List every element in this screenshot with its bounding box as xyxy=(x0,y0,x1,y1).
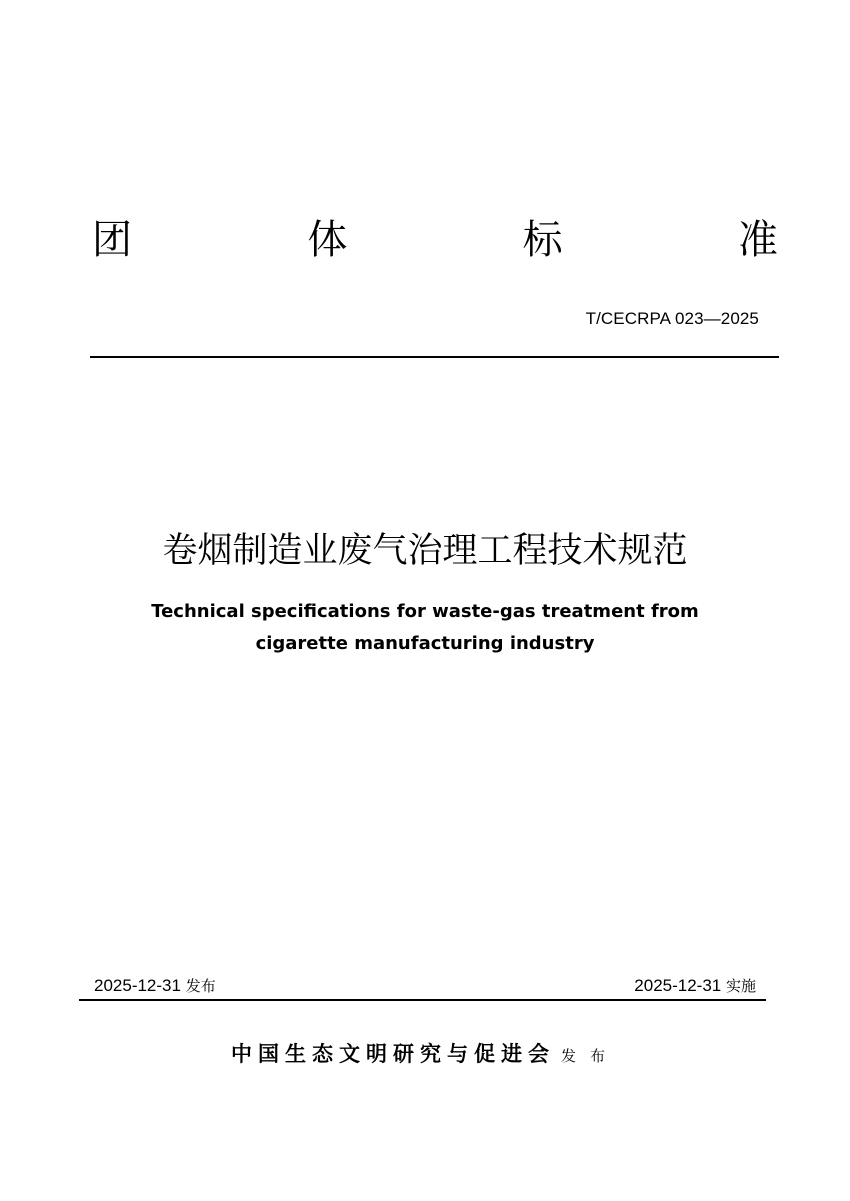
document-title-en-line-1: Technical specifications for waste-gas treatment from xyxy=(151,601,699,622)
issue-label: 发布 xyxy=(185,977,216,995)
standard-type-char-1: 团 xyxy=(92,217,132,263)
implement-label: 实施 xyxy=(725,977,756,995)
implement-date-block xyxy=(634,975,756,996)
standard-type-heading xyxy=(92,212,778,268)
bottom-divider xyxy=(79,999,766,1001)
document-title-en-line-2: cigarette manufacturing industry xyxy=(255,633,595,654)
publisher-line xyxy=(0,1038,850,1068)
implement-date: 2025-12-31 xyxy=(634,976,722,995)
publisher-label: 发布 xyxy=(560,1047,619,1065)
date-row xyxy=(94,975,756,996)
standard-type-char-4: 准 xyxy=(737,217,778,263)
document-title-en xyxy=(80,596,770,660)
standard-type-char-2: 体 xyxy=(307,217,348,263)
top-divider xyxy=(90,356,779,358)
standard-code: T/CECRPA 023—2025 xyxy=(585,309,759,328)
standard-type-char-3: 标 xyxy=(522,217,563,263)
issue-date-block xyxy=(94,975,216,996)
publisher-org: 中国生态文明研究与促进会 xyxy=(230,1041,555,1066)
issue-date: 2025-12-31 xyxy=(94,976,181,995)
document-title-cn: 卷烟制造业废气治理工程技术规范 xyxy=(162,531,688,571)
